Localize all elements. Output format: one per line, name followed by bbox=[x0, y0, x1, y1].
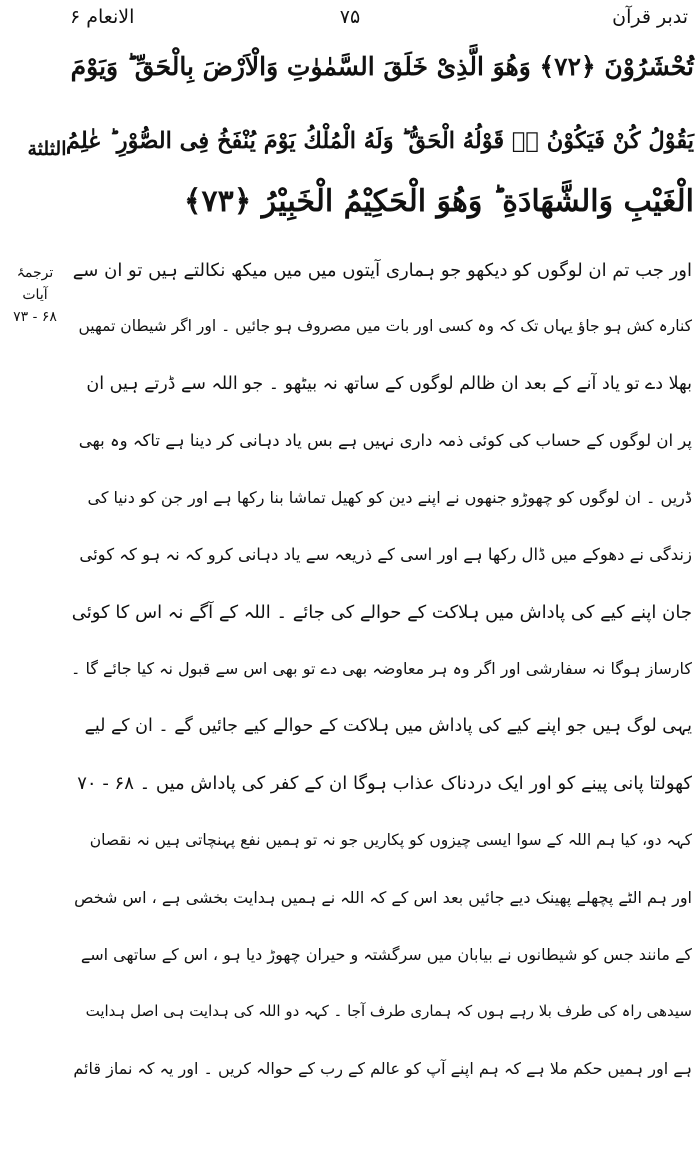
translation-line: یہی لوگ ہیں جو اپنے کیے کی پاداش میں ہلاکت کے حوالے کیے جائیں گے ۔ ان کے لیے bbox=[84, 716, 692, 736]
verse-line: الْغَیْبِ وَالشَّهَادَةِ ؕ وَهُوَ الْحَكِیْمُ الْخَبِیْرُ ﴿۷۳﴾ bbox=[183, 184, 694, 219]
verse-line: تُحْشَرُوْنَ ﴿۷۲﴾ وَهُوَ الَّذِیْ خَلَقَ السَّمٰوٰتِ وَالْاَرْضَ بِالْحَقِّ ؕ وَیَوْمَ bbox=[70, 52, 694, 81]
running-header-surah-name: الانعام ۶ bbox=[70, 6, 135, 28]
translation-line: جان اپنے کیے کی پاداش میں ہلاکت کے حوالے کی جائے ۔ اللہ کے آگے نہ اس کا کوئی bbox=[71, 602, 692, 623]
translation-line: سیدھی راہ کی طرف بلا رہے ہوں کہ ہماری طرف آجا ۔ کہہ دو اللہ کی ہدایت ہی اصل ہدایت bbox=[85, 1002, 692, 1020]
translation-line: کھولتا پانی پینے کو اور ایک دردناک عذاب ہوگا ان کے کفر کی پاداش میں ۔ ۶۸ - ۷۰ bbox=[77, 773, 692, 794]
translation-line: ڈریں ۔ ان لوگوں کو چھوڑو جنھوں نے اپنے دین کو کھیل تماشا بنا رکھا ہے اور جن کو دنیا کی bbox=[87, 488, 692, 507]
translation-line: کہہ دو، کیا ہم اللہ کے سوا ایسی چیزوں کو پکاریں جو نہ تو ہمیں نفع پہنچاتی ہیں نہ نقصان bbox=[89, 831, 692, 849]
translation-line: ہے اور ہمیں حکم ملا ہے کہ ہم اپنے آپ کو عالم کے رب کے حوالہ کریں ۔ اور یہ کہ نماز قائم bbox=[73, 1059, 692, 1078]
translation-label: ترجمۂ آیات bbox=[16, 265, 54, 303]
verse-line: یَقُوْلُ كُنْ فَیَكُوْنُ ؕ۬ قَوْلُهُ الْحَقُّ ؕ وَلَهُ الْمُلْكُ یَوْمَ یُنْفَخُ فِی الصُّوْرِ ؕ عٰلِمُ bbox=[65, 128, 694, 154]
translation-line: کنارہ کش ہو جاؤ یہاں تک کہ وہ کسی اور بات میں مصروف ہو جائیں ۔ اور اگر شیطان تمھیں bbox=[78, 317, 692, 335]
translation-line: بھلا دے تو یاد آنے کے بعد ان ظالم لوگوں کے ساتھ نہ بیٹھو ۔ جو اللہ سے ڈرتے ہیں ان bbox=[86, 374, 692, 394]
margin-translation-note bbox=[6, 262, 64, 328]
translation-line: کے مانند جس کو شیطانوں نے بیابان میں سرگشتہ و حیران چھوڑ دیا ہو ، اس کے ساتھی اسے bbox=[80, 945, 692, 964]
translation-line: اور جب تم ان لوگوں کو دیکھو جو ہماری آیتوں میں میں میکھ نکالتے ہیں تو ان سے bbox=[72, 260, 692, 281]
translation-line: کارساز ہوگا نہ سفارشی اور اگر وہ ہر معاوضہ بھی دے تو بھی اس سے قبول نہ کیا جائے گا ۔ bbox=[71, 659, 692, 678]
margin-verse-word: الثلثة bbox=[27, 138, 67, 160]
verse-range: ۶۸ - ۷۳ bbox=[13, 309, 57, 325]
running-header-book-title: تدبر قرآن bbox=[612, 6, 688, 28]
translation-line: اور ہم الٹے پچھلے پھینک دیے جائیں بعد اس کے کہ اللہ نے ہمیں ہدایت بخشی ہے ، اس شخص bbox=[74, 888, 692, 907]
page-number: ۷۵ bbox=[339, 6, 361, 28]
translation-line: پر ان لوگوں کے حساب کی کوئی ذمہ داری نہیں ہے بس یاد دہانی کر دینا ہے تاکہ وہ بھی bbox=[78, 431, 692, 450]
translation-line: زندگی نے دھوکے میں ڈال رکھا ہے اور اسی کے ذریعہ سے یاد دہانی کرو کہ نہ ہو کہ کوئی bbox=[79, 545, 692, 564]
